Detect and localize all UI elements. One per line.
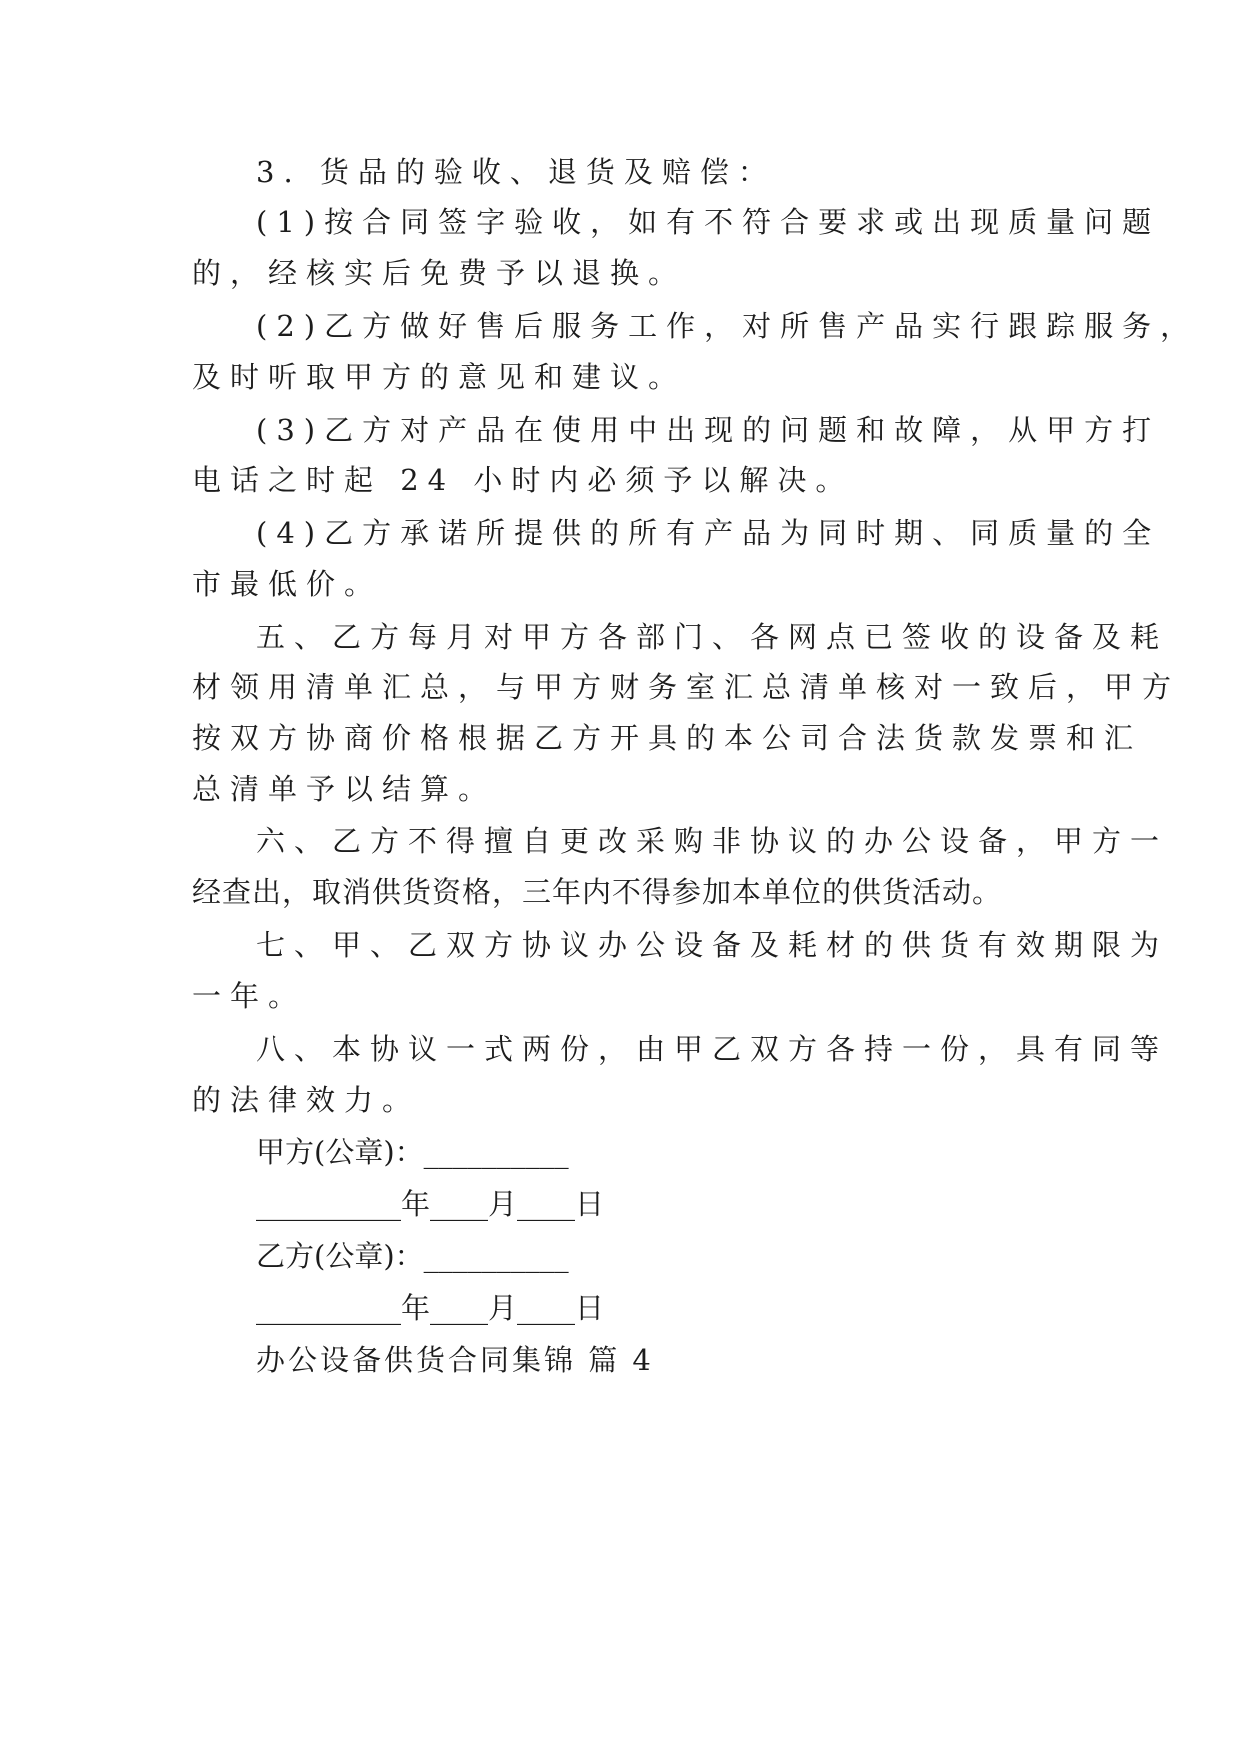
paragraph-line: (2)乙方做好售后服务工作，对所售产品实行跟踪服务， (256, 309, 1199, 343)
paragraph-line: 电话之时起 24 小时内必须予以解决。 (192, 463, 854, 497)
paragraph-line: 的，经核实后免费予以退换。 (192, 256, 687, 290)
paragraph-line: 七、甲、乙双方协议办公设备及耗材的供货有效期限为 (256, 928, 1169, 962)
paragraph-line: 市最低价。 (192, 567, 383, 601)
paragraph-line: 五、乙方每月对甲方各部门、各网点已签收的设备及耗 (256, 620, 1169, 654)
party-a-date-line: __________年____月____日 (256, 1187, 605, 1221)
paragraph-line: 材领用清单汇总，与甲方财务室汇总清单核对一致后，甲方 (192, 670, 1181, 704)
paragraph-line: 经查出，取消供货资格，三年内不得参加本单位的供货活动。 (192, 875, 1003, 909)
party-b-date-line: __________年____月____日 (256, 1291, 605, 1325)
paragraph-line: (1)按合同签字验收，如有不符合要求或出现质量问题 (256, 205, 1161, 239)
next-section-title: 办公设备供货合同集锦 篇 4 (256, 1343, 654, 1377)
paragraph-line: 一年。 (192, 979, 307, 1013)
paragraph-line: 八、本协议一式两份，由甲乙双方各持一份，具有同等 (256, 1032, 1169, 1066)
section-heading: 3. 货品的验收、退货及赔偿： (256, 155, 776, 189)
paragraph-line: 总清单予以结算。 (192, 772, 497, 806)
paragraph-line: (3)乙方对产品在使用中出现的问题和故障，从甲方打 (256, 413, 1161, 447)
party-a-seal-line: 甲方(公章)：__________ (256, 1135, 569, 1169)
paragraph-line: 六、乙方不得擅自更改采购非协议的办公设备，甲方一 (256, 824, 1169, 858)
paragraph-line: 的法律效力。 (192, 1083, 421, 1117)
paragraph-line: 按双方协商价格根据乙方开具的本公司合法货款发票和汇 (192, 721, 1143, 755)
party-b-seal-line: 乙方(公章)：__________ (256, 1239, 569, 1273)
paragraph-line: 及时听取甲方的意见和建议。 (192, 360, 687, 394)
paragraph-line: (4)乙方承诺所提供的所有产品为同时期、同质量的全 (256, 516, 1161, 550)
